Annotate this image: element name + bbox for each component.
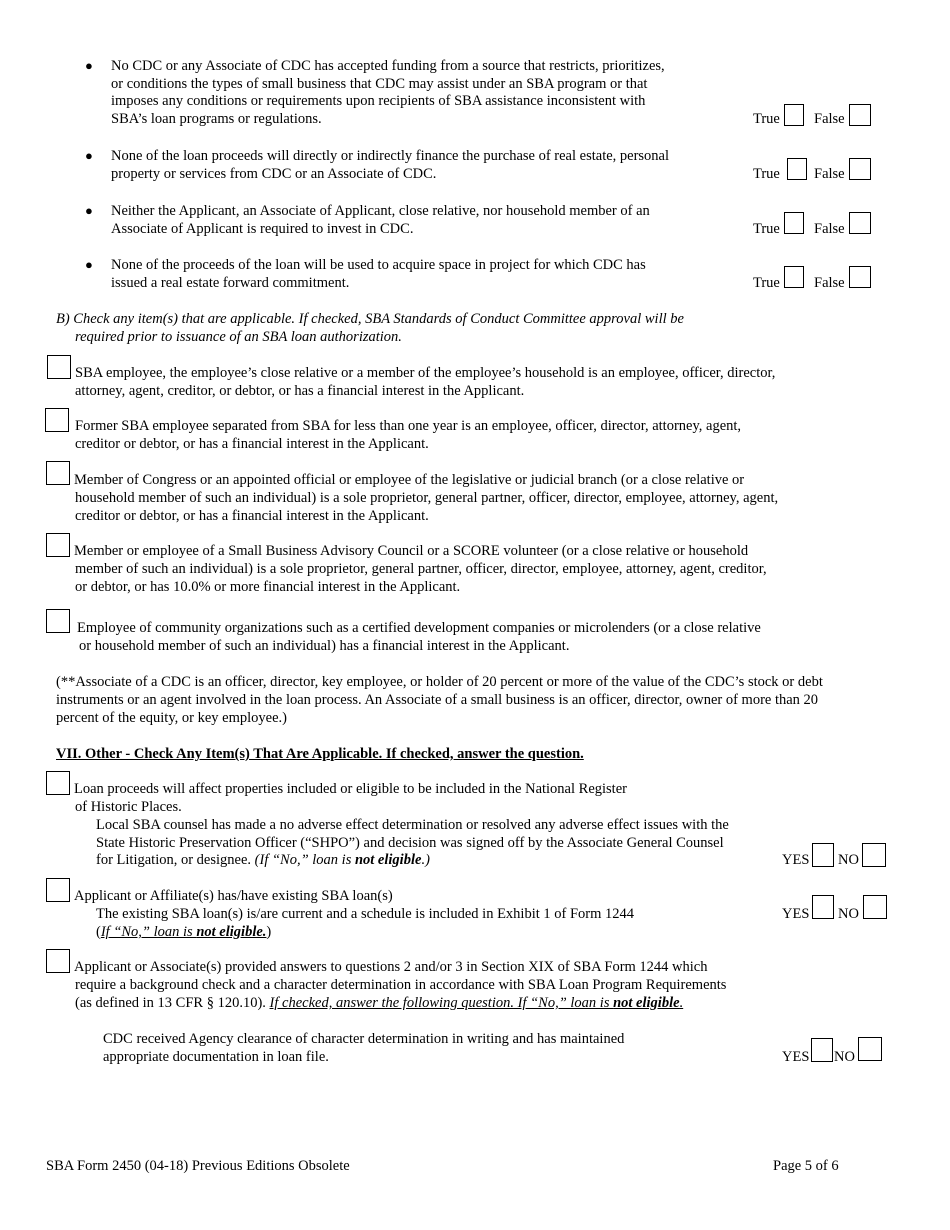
true-checkbox[interactable] bbox=[784, 266, 804, 288]
answer-instruction: If checked, answer the following question. bbox=[269, 995, 514, 1011]
note-text: (**Associate of a CDC is an officer, director, key employee, or holder of 20 percent or more of the value of the CDC’s stock or debt bbox=[56, 674, 823, 690]
true-label: True bbox=[753, 111, 780, 127]
item-text bbox=[75, 994, 683, 1012]
true-label: True bbox=[753, 221, 780, 237]
false-label: False bbox=[814, 111, 845, 127]
item-text: creditor or debtor, or has a financial interest in the Applicant. bbox=[75, 436, 429, 452]
statement-text: Associate of Applicant is required to invest in CDC. bbox=[111, 221, 414, 237]
statement-text: SBA’s loan programs or regulations. bbox=[111, 111, 322, 127]
section-b-heading: B) Check any item(s) that are applicable. If checked, SBA Standards of Conduct Committee approval will be bbox=[56, 311, 684, 327]
false-checkbox[interactable] bbox=[849, 266, 871, 288]
false-checkbox[interactable] bbox=[849, 158, 871, 180]
true-checkbox[interactable] bbox=[784, 104, 804, 126]
yes-checkbox[interactable] bbox=[812, 843, 834, 867]
item-text: Member of Congress or an appointed official or employee of the legislative or judicial branch (or a close relative or bbox=[74, 472, 745, 488]
ineligible-note bbox=[96, 923, 271, 941]
statement-text: None of the proceeds of the loan will be used to acquire space in project for which CDC has bbox=[111, 257, 646, 273]
checkbox-community-org[interactable] bbox=[46, 609, 70, 633]
bullet: ● bbox=[85, 148, 93, 163]
item-text: or household member of such an individual) has a financial interest in the Applicant. bbox=[79, 638, 570, 654]
item-text: SBA employee, the employee’s close relative or a member of the employee’s household is an employee, officer, director, bbox=[75, 365, 776, 381]
sub-question-text: The existing SBA loan(s) is/are current and a schedule is included in Exhibit 1 of Form 1244 bbox=[96, 906, 635, 922]
sub-question-text: appropriate documentation in loan file. bbox=[103, 1049, 329, 1065]
checkbox-character-determination[interactable] bbox=[46, 949, 70, 973]
item-text: Loan proceeds will affect properties included or eligible to be included in the National Register bbox=[74, 781, 627, 797]
yes-checkbox[interactable] bbox=[811, 1038, 833, 1062]
note-text: instruments or an agent involved in the loan process. An Associate of a small business is an officer, director, owner of more than 20 bbox=[56, 692, 819, 708]
yes-label: YES bbox=[782, 1049, 810, 1065]
item-text: Applicant or Affiliate(s) has/have existing SBA loan(s) bbox=[74, 888, 393, 904]
false-checkbox[interactable] bbox=[849, 212, 871, 234]
checkbox-member-of-congress[interactable] bbox=[46, 461, 70, 485]
item-text: require a background check and a character determination in accordance with SBA Loan Program Requirements bbox=[75, 977, 727, 993]
checkbox-sbac-score[interactable] bbox=[46, 533, 70, 557]
ineligible-note-bold: not eligible bbox=[354, 852, 422, 868]
no-label: NO bbox=[838, 906, 859, 922]
yes-label: YES bbox=[782, 852, 810, 868]
item-text: or debtor, or has 10.0% or more financial interest in the Applicant. bbox=[75, 579, 461, 595]
no-checkbox[interactable] bbox=[863, 895, 887, 919]
statement-text: None of the loan proceeds will directly or indirectly finance the purchase of real estate, personal bbox=[111, 148, 670, 164]
item-text: attorney, agent, creditor, or debtor, or has a financial interest in the Applicant. bbox=[75, 383, 525, 399]
ineligible-note-end: .) bbox=[421, 852, 430, 868]
page-number: Page 5 of 6 bbox=[773, 1158, 839, 1174]
item-text: Employee of community organizations such as a certified development companies or microlenders (or a close relative bbox=[77, 620, 761, 636]
no-label: NO bbox=[834, 1049, 855, 1065]
statement-text: property or services from CDC or an Associate of CDC. bbox=[111, 166, 437, 182]
statement-text: or conditions the types of small business that CDC may assist under an SBA program or that bbox=[111, 76, 648, 92]
section-vii-heading: VII. Other - Check Any Item(s) That Are Applicable. If checked, answer the question. bbox=[56, 746, 584, 762]
no-label: NO bbox=[838, 852, 859, 868]
item-text: Former SBA employee separated from SBA for less than one year is an employee, officer, director, attorney, agent, bbox=[75, 418, 742, 434]
item-text: creditor or debtor, or has a financial interest in the Applicant. bbox=[75, 508, 429, 524]
sub-question-text: CDC received Agency clearance of character determination in writing and has maintained bbox=[103, 1031, 625, 1047]
cfr-reference: (as defined in 13 CFR § 120.10). bbox=[75, 995, 270, 1011]
sub-question-text bbox=[96, 851, 430, 869]
ineligible-note: (If “No,” loan is bbox=[254, 852, 355, 868]
bullet: ● bbox=[85, 203, 93, 218]
sub-question-line: for Litigation, or designee. bbox=[96, 852, 255, 868]
false-checkbox[interactable] bbox=[849, 104, 871, 126]
ineligible-note-bold: not eligible bbox=[613, 995, 680, 1011]
statement-text: No CDC or any Associate of CDC has accepted funding from a source that restricts, prioritizes, bbox=[111, 58, 665, 74]
false-label: False bbox=[814, 221, 845, 237]
false-label: False bbox=[814, 166, 845, 182]
statement-text: Neither the Applicant, an Associate of Applicant, close relative, nor household member of an bbox=[111, 203, 650, 219]
item-text: member of such an individual) is a sole proprietor, general partner, officer, director, employee, attorney, agent, creditor, bbox=[75, 561, 767, 577]
statement-text: issued a real estate forward commitment. bbox=[111, 275, 350, 291]
bullet: ● bbox=[85, 257, 93, 272]
checkbox-existing-sba-loans[interactable] bbox=[46, 878, 70, 902]
note-text: percent of the equity, or key employee.) bbox=[56, 710, 287, 726]
false-label: False bbox=[814, 275, 845, 291]
item-text: Member or employee of a Small Business Advisory Council or a SCORE volunteer (or a close relative or household bbox=[74, 543, 749, 559]
section-b-heading: required prior to issuance of an SBA loan authorization. bbox=[75, 329, 402, 345]
yes-label: YES bbox=[782, 906, 810, 922]
form-identifier: SBA Form 2450 (04-18) Previous Editions Obsolete bbox=[46, 1158, 350, 1174]
note-paren-end: ) bbox=[266, 924, 272, 940]
true-label: True bbox=[753, 166, 780, 182]
sub-question-text: State Historic Preservation Officer (“SHPO”) and decision was signed off by the Associate General Counsel bbox=[96, 835, 724, 851]
checkbox-sba-employee[interactable] bbox=[47, 355, 71, 379]
yes-checkbox[interactable] bbox=[812, 895, 834, 919]
true-checkbox[interactable] bbox=[787, 158, 807, 180]
no-checkbox[interactable] bbox=[862, 843, 886, 867]
item-text: of Historic Places. bbox=[75, 799, 182, 815]
checkbox-historic-places[interactable] bbox=[46, 771, 70, 795]
ineligible-note: If “No,” loan is bbox=[513, 995, 614, 1011]
ineligible-note-end: . bbox=[679, 995, 684, 1011]
note-italic: If “No,” loan is bbox=[100, 924, 197, 940]
note-bold: not eligible. bbox=[196, 924, 267, 940]
statement-text: imposes any conditions or requirements upon recipients of SBA assistance inconsistent with bbox=[111, 93, 646, 109]
true-checkbox[interactable] bbox=[784, 212, 804, 234]
item-text: Applicant or Associate(s) provided answers to questions 2 and/or 3 in Section XIX of SBA Form 1244 which bbox=[74, 959, 708, 975]
no-checkbox[interactable] bbox=[858, 1037, 882, 1061]
sub-question-text: Local SBA counsel has made a no adverse effect determination or resolved any adverse effect issues with the bbox=[96, 817, 729, 833]
bullet: ● bbox=[85, 58, 93, 73]
true-label: True bbox=[753, 275, 780, 291]
item-text: household member of such an individual) is a sole proprietor, general partner, officer, director, employee, attorney, agent, bbox=[75, 490, 779, 506]
note-paren: ( bbox=[96, 924, 101, 940]
checkbox-former-sba-employee[interactable] bbox=[45, 408, 69, 432]
